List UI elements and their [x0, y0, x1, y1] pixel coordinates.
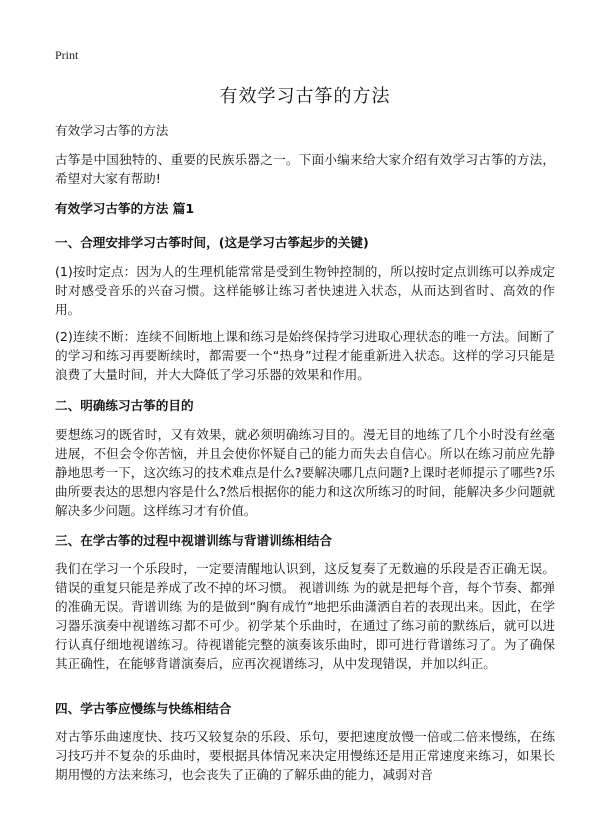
- section-4-heading: 四、学古筝应慢练与快练相结合: [55, 701, 232, 716]
- section-4-paragraph-1: 对古筝乐曲速度快、技巧又较复杂的乐段、乐句，要把速度放慢一倍或二倍来慢练，在练习技巧并不复杂的乐曲时，要根据具体情况来决定用慢练还是用正常速度来练习，如果长期用慢的方法来练习，也会丧失了正确的了解乐曲的能力，减弱对音: [55, 729, 555, 782]
- section-3-heading: 三、在学古筝的过程中视谱训练与背谱训练相结合: [55, 533, 333, 548]
- section-1-paragraph-1: (1)按时定点：因为人的生理机能常常是受到生物钟控制的，所以按时定点训练可以养成定时对感受音乐的兴奋习惯。这样能够让练习者快速进入状态，从而达到省时、高效的作用。: [55, 264, 555, 317]
- section-title: 有效学习古筝的方法 篇1: [55, 201, 195, 216]
- section-2-paragraph-1: 要想练习的既省时，又有效果，就必须明确练习目的。漫无目的地练了几个小时没有丝毫进展，不但会令你苦恼，并且会使你怀疑自己的能力而失去自信心。所以在练习前应先静静地思考一下，这次练习的技术难点是什么?要解决哪几点问题?上课时老师提示了哪些?乐曲所要表达的思想内容是什么?然后根据你的能力和这次所练习的时间，能解决多少问题就解决多少问题。这样练习才有价值。: [55, 427, 555, 518]
- section-2-heading: 二、明确练习古筝的目的: [55, 398, 194, 413]
- section-3-paragraph-1: 我们在学习一个乐段时，一定要清醒地认识到，这反复奏了无数遍的乐段是否正确无误。错误的重复只能是养成了改不掉的坏习惯。 视谱训练 为的就是把每个音，每个节奏、都弹的准确无误。背谱训练 为的是做到“胸有成竹”地把乐曲潇洒自若的表现出来。因此，在学习器乐演奏中视谱练习都不可少。初学某个乐曲时，在通过了练习前的默练后，就可以进行认真仔细地视谱练习。待视谱能完整的演奏该乐曲时，即可进行背谱练习了。为了确保其正确性，在能够背谱演奏后，应再次视谱练习，从中发现错误，并加以纠正。: [55, 561, 555, 671]
- document-subtitle: 有效学习古筝的方法: [55, 123, 169, 138]
- document-title: 有效学习古筝的方法: [219, 86, 391, 107]
- section-1-heading: 一、合理安排学习古筝时间，(这是学习古筝起步的关键): [55, 235, 369, 250]
- print-label: Print: [55, 48, 79, 62]
- section-1-paragraph-2: (2)连续不断：连续不间断地上课和练习是始终保持学习进取心理状态的唯一方法。间断了的学习和练习再要断续时，都需要一个“热身”过程才能重新进入状态。这样的学习只能是浪费了大量时间，并大大降低了学习乐器的效果和作用。: [55, 329, 555, 382]
- intro-paragraph: 古筝是中国独特的、重要的民族乐器之一。下面小编来给大家介绍有效学习古筝的方法，希望对大家有帮助!: [55, 152, 555, 186]
